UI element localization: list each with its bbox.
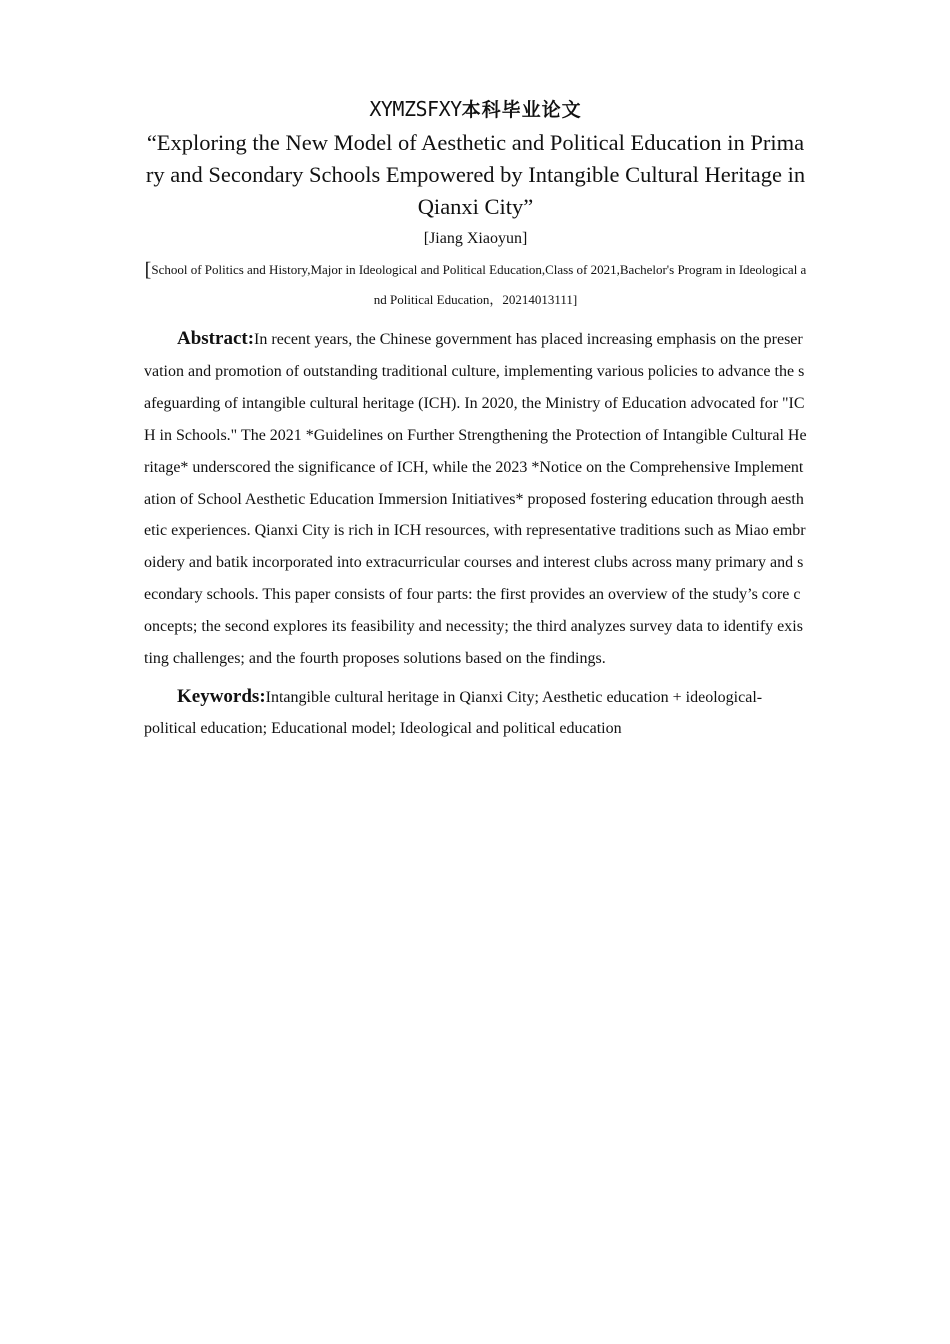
header-code: XYMZSFXY — [369, 97, 462, 121]
keywords-paragraph — [144, 681, 807, 745]
document-page — [144, 92, 807, 745]
keywords-text: Intangible cultural heritage in Qianxi City; Aesthetic education + ideological-political education; Educational model; Ideological and political education — [144, 688, 763, 738]
abstract-text: In recent years, the Chinese government has placed increasing emphasis on the preservation and promotion of outstanding traditional culture, implementing various policies to advance the safeguarding of intangible cultural heritage (ICH). In 2020, the Ministry of Education advocated for "ICH in Schools." The 2021 *Guidelines on Further Strengthening the Protection of Intangible Cultural Heritage* underscored the significance of ICH, while the 2023 *Notice on the Comprehensive Implementation of School Aesthetic Education Immersion Initiatives* proposed fostering education through aesthetic experiences. Qianxi City is rich in ICH resources, with representative traditions such as Miao embroidery and batik incorporated into extracurricular courses and interest clubs across many primary and secondary schools. This paper consists of four parts: the first provides an overview of the study’s core concepts; the second explores its feasibility and necessity; the third analyzes survey data to identify existing challenges; and the fourth proposes solutions based on the findings. — [144, 331, 807, 668]
header-thesis-label: 本科毕业论文 — [461, 99, 582, 121]
abstract-paragraph — [144, 323, 807, 675]
thesis-title: “Exploring the New Model of Aesthetic and Political Education in Primary and Secondary Schools Empowered by Intangible Cultural Heritage in Qianxi City” — [145, 130, 806, 219]
affiliation-text: School of Politics and History,Major in Ideological and Political Education,Class of 2021,Bachelor's Program in Ideological and Political Education，20214013111] — [151, 262, 807, 307]
author-affiliation — [144, 255, 807, 315]
affiliation-open-bracket: [ — [144, 259, 152, 281]
keywords-label: Keywords: — [177, 685, 266, 707]
abstract-label: Abstract: — [177, 328, 255, 349]
author-name: [Jiang Xiaoyun] — [423, 230, 528, 247]
document-header — [144, 92, 807, 127]
